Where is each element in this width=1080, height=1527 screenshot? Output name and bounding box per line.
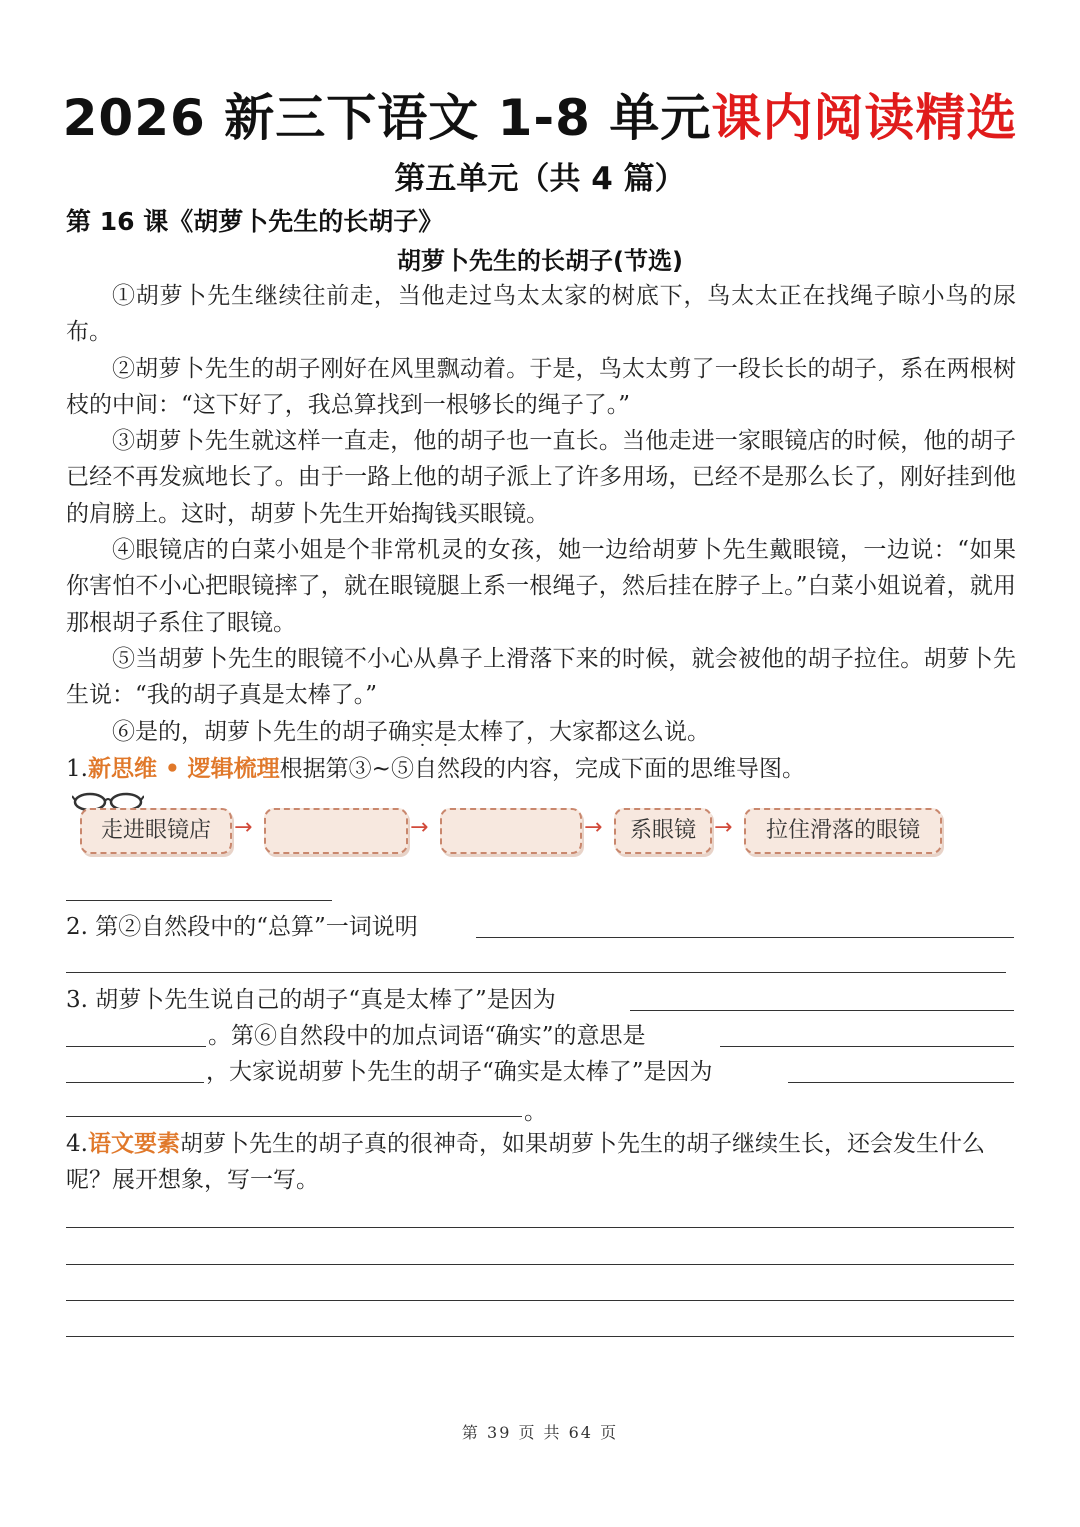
- arrow-icon: →: [234, 815, 253, 840]
- title-highlight: 课内阅读精选: [711, 89, 1018, 147]
- arrow-icon: →: [410, 815, 429, 840]
- unit-heading: 第五单元（共 4 篇）: [394, 161, 686, 197]
- answer-line[interactable]: [630, 1010, 1014, 1011]
- emphasis-dot-char: 实: [411, 718, 434, 745]
- paragraph-2: ②胡萝卜先生的胡子刚好在风里飘动着。于是，鸟太太剪了一段长长的胡子，系在两根树枝的中间：“这下好了，我总算找到一根够长的绳子了。”: [66, 355, 1016, 418]
- passage: [66, 278, 1016, 750]
- question-1: 1.新思维 • 逻辑梳理根据第③~⑤自然段的内容，完成下面的思维导图。: [66, 756, 805, 782]
- answer-line[interactable]: [66, 1046, 206, 1047]
- arrow-icon: →: [584, 815, 603, 840]
- answer-line[interactable]: [66, 1336, 1014, 1337]
- answer-line[interactable]: [66, 1116, 522, 1117]
- title-main: 2026 新三下语文 1-8 单元: [62, 89, 712, 147]
- passage-title: 胡萝卜先生的长胡子(节选): [397, 247, 683, 275]
- mindmap-box-2-blank[interactable]: [264, 808, 408, 854]
- page-title: [0, 78, 1080, 150]
- arrow-icon: →: [714, 815, 733, 840]
- paragraph-3: ③胡萝卜先生就这样一直走，他的胡子也一直长。当他走进一家眼镜店的时候，他的胡子已经不再发疯地长了。由于一路上他的胡子派上了许多用场，已经不是那么长了，刚好挂到他的肩膀上。这时，胡萝卜先生开始掏钱买眼镜。: [66, 428, 1016, 527]
- question-tag: 新思维 • 逻辑梳理: [87, 756, 280, 782]
- answer-line[interactable]: [788, 1082, 1014, 1083]
- answer-line[interactable]: [66, 972, 1006, 973]
- question-2: 2. 第②自然段中的“总算”一词说明: [66, 914, 418, 940]
- mindmap-box-3-blank[interactable]: [440, 808, 582, 854]
- answer-line[interactable]: [66, 1082, 204, 1083]
- paragraph-5: ⑤当胡萝卜先生的眼镜不小心从鼻子上滑落下来的时候，就会被他的胡子拉住。胡萝卜先生说：“我的胡子真是太棒了。”: [66, 645, 1016, 709]
- question-3-end: 。: [524, 1099, 547, 1125]
- lesson-heading: 第 16 课《胡萝卜先生的长胡子》: [66, 207, 444, 236]
- paragraph-6: ⑥是的，胡萝卜先生的胡子确实是太棒了，大家都这么说。: [112, 718, 710, 745]
- answer-line[interactable]: [720, 1046, 1014, 1047]
- question-tag: 语文要素: [87, 1131, 180, 1157]
- mindmap-box-5: 拉住滑落的眼镜: [744, 808, 942, 854]
- question-3-line-3: ，大家说胡萝卜先生的胡子“确实是太棒了”是因为: [206, 1059, 713, 1085]
- answer-line[interactable]: [66, 1264, 1014, 1265]
- paragraph-4: ④眼镜店的白菜小姐是个非常机灵的女孩，她一边给胡萝卜先生戴眼镜，一边说：“如果你害怕不小心把眼镜摔了，就在眼镜腿上系一根绳子，然后挂在脖子上。”白菜小姐说着，就用那根胡子系住了眼镜。: [66, 537, 1016, 636]
- mindmap-box-1: 走进眼镜店: [80, 808, 232, 854]
- answer-line[interactable]: [66, 1300, 1014, 1301]
- question-3-line-1: 3. 胡萝卜先生说自己的胡子“真是太棒了”是因为: [66, 987, 556, 1013]
- paragraph-1: ①胡萝卜先生继续往前走，当他走过鸟太太家的树底下，鸟太太正在找绳子晾小鸟的尿布。: [66, 283, 1016, 346]
- page-footer: 第 39 页 共 64 页: [461, 1423, 619, 1442]
- mindmap-box-4: 系眼镜: [614, 808, 712, 854]
- answer-line[interactable]: [66, 1227, 1014, 1228]
- question-4: 4.语文要素胡萝卜先生的胡子真的很神奇，如果胡萝卜先生的胡子继续生长，还会发生什么呢？展开想象，写一写。: [66, 1131, 985, 1193]
- emphasis-dot-char: 确: [388, 718, 411, 745]
- question-3-line-2: 。第⑥自然段中的加点词语“确实”的意思是: [208, 1023, 646, 1049]
- answer-line[interactable]: [476, 937, 1014, 938]
- answer-line[interactable]: [66, 900, 332, 901]
